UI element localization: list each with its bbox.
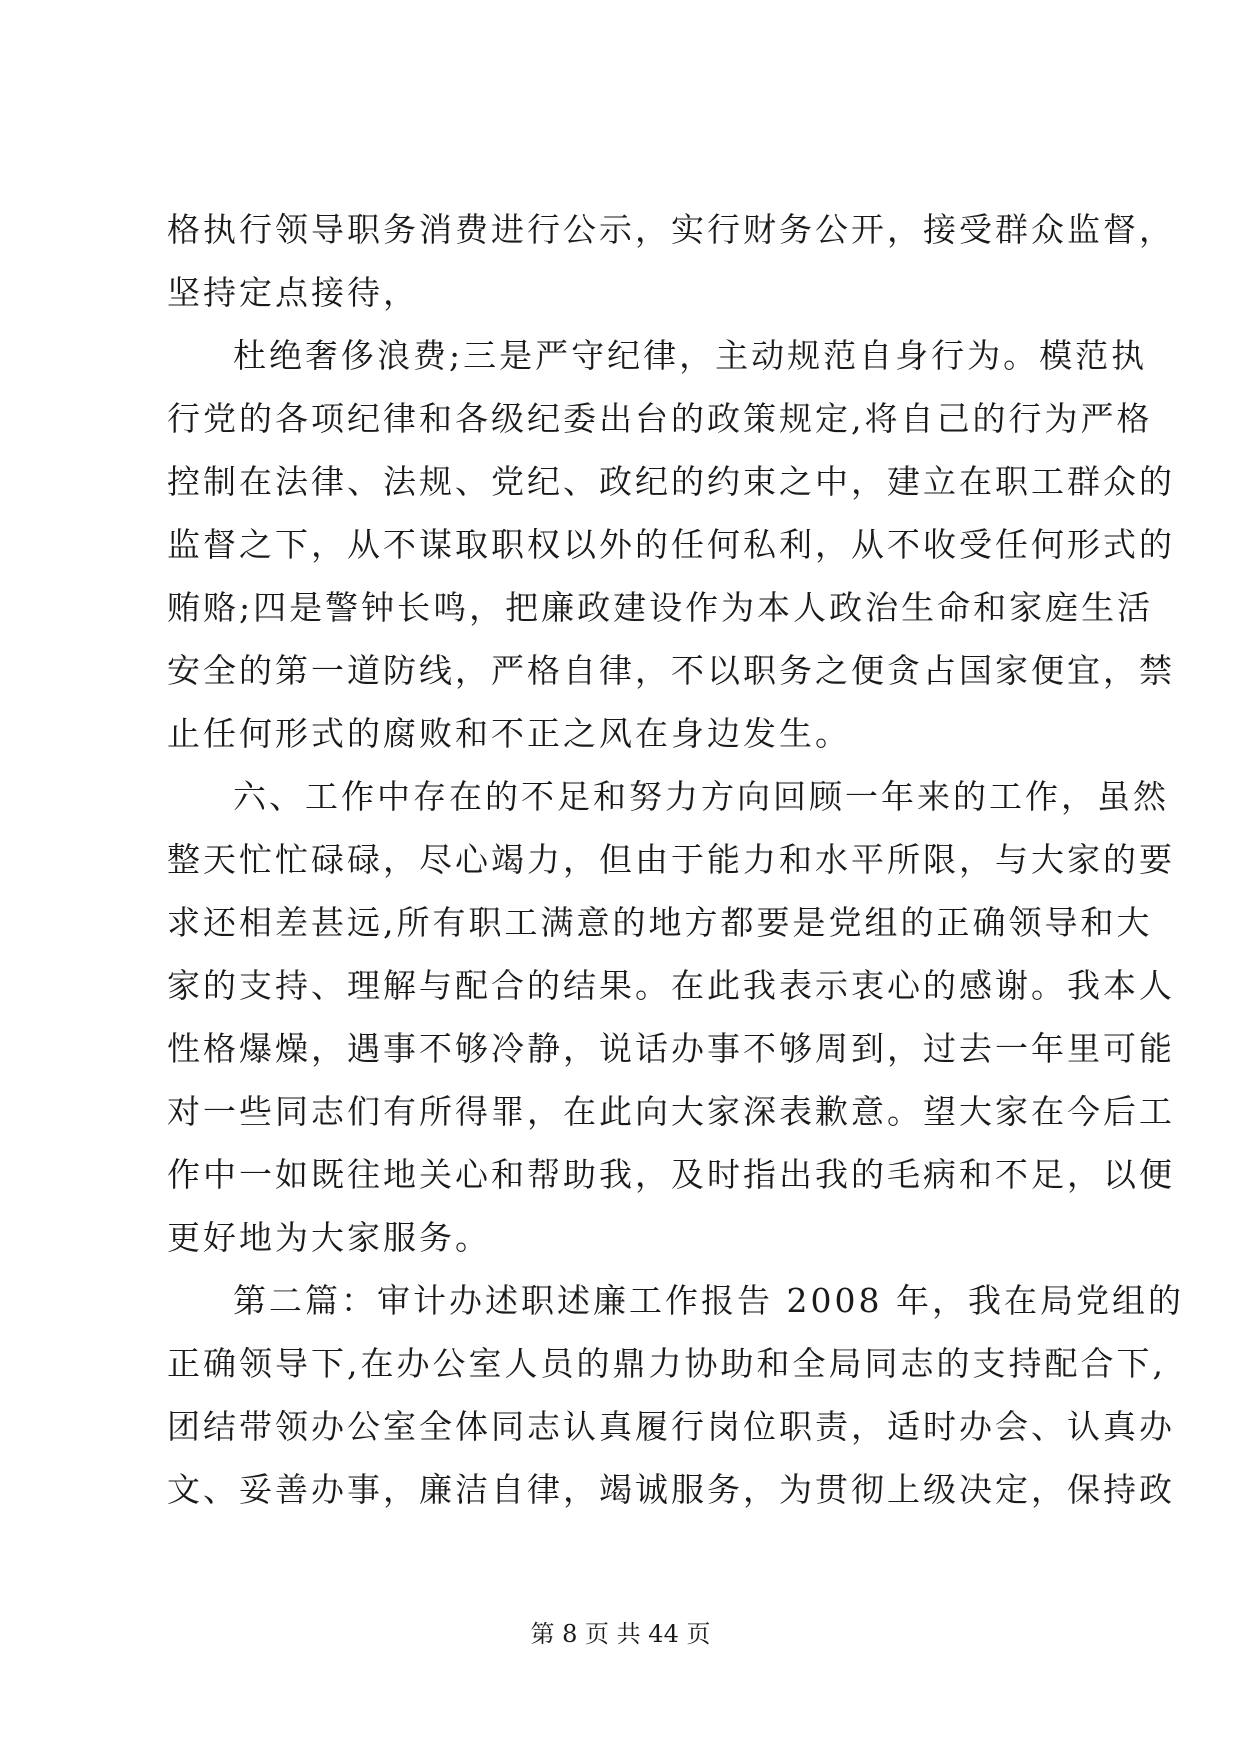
text-line: 求还相差甚远,所有职工满意的地方都要是党组的正确领导和大 (167, 903, 1153, 942)
text-line: 团结带领办公室全体同志认真履行岗位职责，适时办会、认真办 (167, 1407, 1175, 1446)
text-line: 作中一如既往地关心和帮助我，及时指出我的毛病和不足，以便 (167, 1155, 1175, 1194)
text-line: 贿赂;四是警钟长鸣，把廉政建设作为本人政治生命和家庭生活 (167, 588, 1154, 627)
text-line: 性格爆燥，遇事不够冷静，说话办事不够周到，过去一年里可能 (167, 1029, 1175, 1068)
document-body (167, 198, 1184, 1521)
text-line: 正确领导下,在办公室人员的鼎力协助和全局同志的支持配合下, (167, 1344, 1166, 1383)
text-line: 六、工作中存在的不足和努力方向回顾一年来的工作，虽然 (233, 777, 1169, 816)
text-line: 安全的第一道防线，严格自律，不以职务之便贪占国家便宜，禁 (167, 651, 1175, 690)
text-line: 文、妥善办事，廉洁自律，竭诚服务，为贯彻上级决定，保持政 (167, 1470, 1175, 1509)
text-line: 行党的各项纪律和各级纪委出台的政策规定,将自己的行为严格 (167, 399, 1153, 438)
text-line: 止任何形式的腐败和不正之风在身边发生。 (167, 714, 851, 753)
text-line: 控制在法律、法规、党纪、政纪的约束之中，建立在职工群众的 (167, 462, 1175, 501)
text-line: 坚持定点接待， (167, 273, 419, 312)
text-line: 整天忙忙碌碌，尽心竭力，但由于能力和水平所限，与大家的要 (167, 840, 1175, 879)
text-line: 家的支持、理解与配合的结果。在此我表示衷心的感谢。我本人 (167, 966, 1175, 1005)
text-line: 格执行领导职务消费进行公示，实行财务公开，接受群众监督， (167, 210, 1175, 249)
text-line: 监督之下，从不谋取职权以外的任何私利，从不收受任何形式的 (167, 525, 1175, 564)
text-line: 杜绝奢侈浪费;三是严守纪律，主动规范自身行为。模范执 (233, 336, 1148, 375)
text-line: 更好地为大家服务。 (167, 1218, 491, 1257)
text-line: 对一些同志们有所得罪，在此向大家深表歉意。望大家在今后工 (167, 1092, 1175, 1131)
page-number-footer: 第 8 页 共 44 页 (530, 1620, 711, 1648)
text-line: 第二篇：审计办述职述廉工作报告 2008 年，我在局党组的 (233, 1281, 1184, 1320)
